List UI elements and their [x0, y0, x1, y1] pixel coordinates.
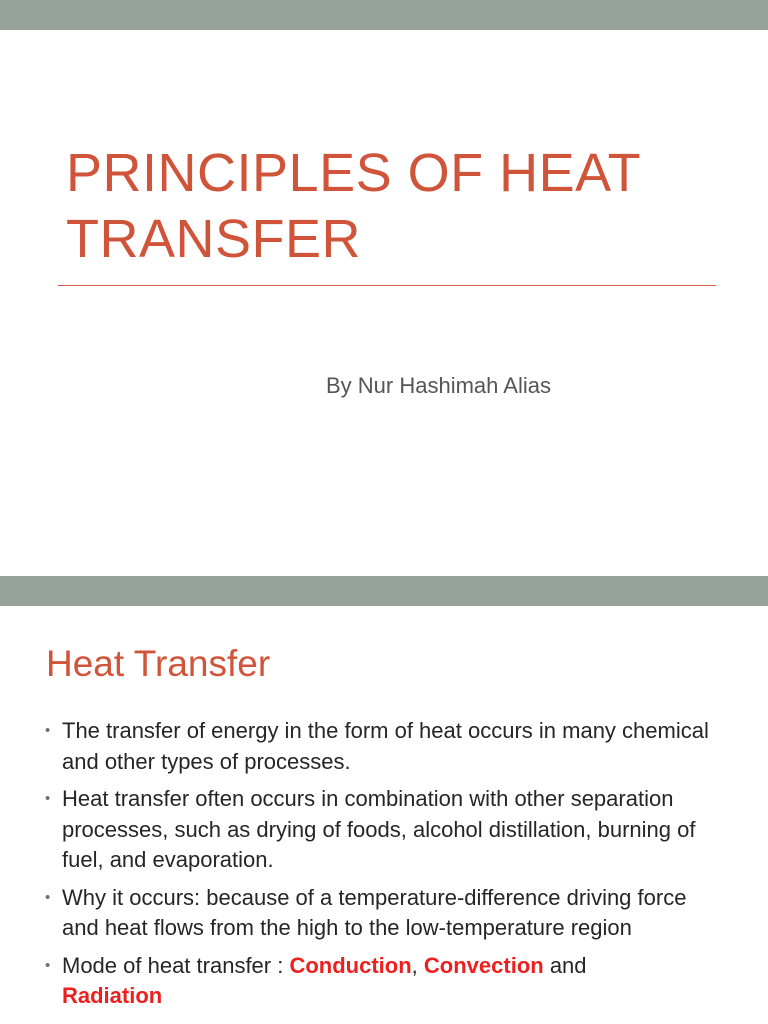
- term-convection: Convection: [423, 952, 544, 978]
- bullet-dot-icon: •: [45, 722, 51, 739]
- slide-top-bar: [0, 0, 768, 30]
- bullet-item: [44, 784, 724, 876]
- bullet-dot-icon: •: [45, 888, 51, 906]
- bullet-item-modes: [44, 951, 724, 1012]
- slide-top-bar: [0, 576, 768, 606]
- bullet-item: [44, 883, 724, 944]
- slide-title: [66, 140, 716, 272]
- bullet-dot-icon: •: [45, 790, 51, 807]
- term-radiation: Radiation: [62, 983, 163, 1008]
- slide-heading: Heat Transfer: [46, 643, 271, 684]
- term-conduction: Conduction: [289, 952, 412, 978]
- title-line-2: TRANSFER: [66, 209, 362, 269]
- bullet-text: Why it occurs: because of a temperature-difference driving force and heat flows from the high to the low-temperature region: [62, 884, 687, 940]
- mode-prefix: Mode of heat transfer :: [62, 952, 290, 978]
- slide-subtitle: By Nur Hashimah Alias: [326, 373, 551, 398]
- bullet-item: [44, 716, 724, 777]
- bullet-text: Heat transfer often occurs in combination with other separation processes, such as drying of foods, alcohol distillation, burning of fuel, and evaporation.: [62, 786, 696, 872]
- term-separator: ,: [411, 952, 424, 978]
- bullet-text: The transfer of energy in the form of heat occurs in many chemical and other types of processes.: [62, 718, 709, 774]
- title-divider: [58, 285, 716, 286]
- bullet-dot-icon: •: [45, 956, 51, 974]
- term-joiner: and: [543, 952, 587, 978]
- title-line-1: PRINCIPLES OF HEAT: [66, 143, 642, 203]
- bullet-list: [44, 716, 724, 1019]
